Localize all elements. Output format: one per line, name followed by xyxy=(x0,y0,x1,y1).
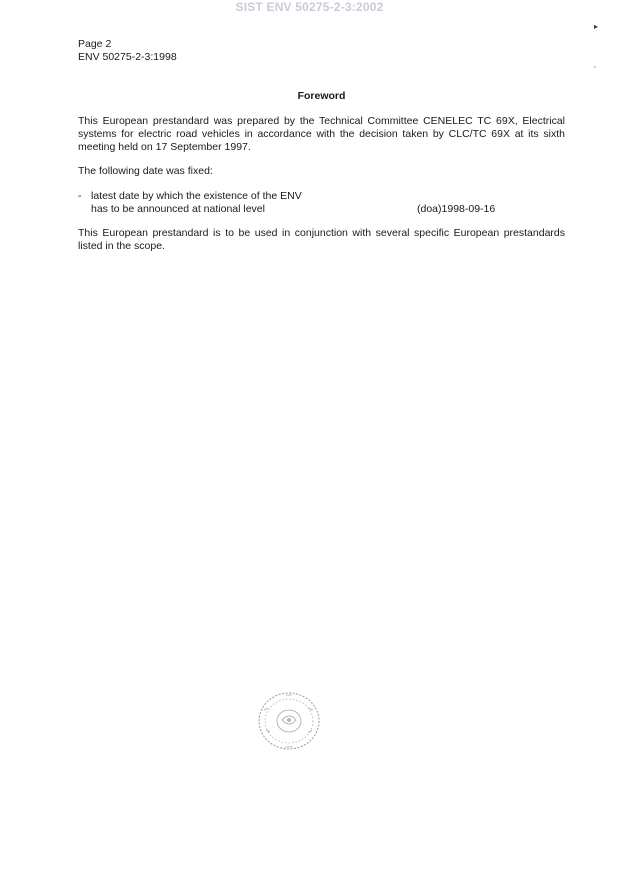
list-item-line-2: has to be announced at national level xyxy=(91,203,265,215)
page-number: Page 2 xyxy=(78,38,112,50)
document-id: ENV 50275-2-3:1998 xyxy=(78,51,177,63)
list-item-date: (doa)1998-09-16 xyxy=(417,203,496,215)
official-stamp-seal-icon xyxy=(256,690,322,752)
foreword-paragraph-3: This European prestandard is to be used in conjunction with several specific European prestandards listed in the scope. xyxy=(78,227,565,252)
list-dash: - xyxy=(78,190,82,202)
list-item-text xyxy=(91,190,411,216)
foreword-paragraph-1: This European prestandard was prepared by the Technical Committee CENELEC TC 69X, Electrical systems for electric road vehicles in accordance with the decision taken by CLC/TC 69X at its sixth meeting held on 17 September 1997. xyxy=(78,115,565,153)
page-header xyxy=(78,38,177,64)
watermark: SIST ENV 50275-2-3:2002 xyxy=(235,0,384,14)
list-item-line-1: latest date by which the existence of the ENV xyxy=(91,190,302,202)
scan-mark-top-right: ▸ xyxy=(594,22,599,31)
foreword-paragraph-2: The following date was fixed: xyxy=(78,165,213,177)
page-title: Foreword xyxy=(297,90,346,102)
scan-mark-right: ‚ xyxy=(594,60,596,69)
